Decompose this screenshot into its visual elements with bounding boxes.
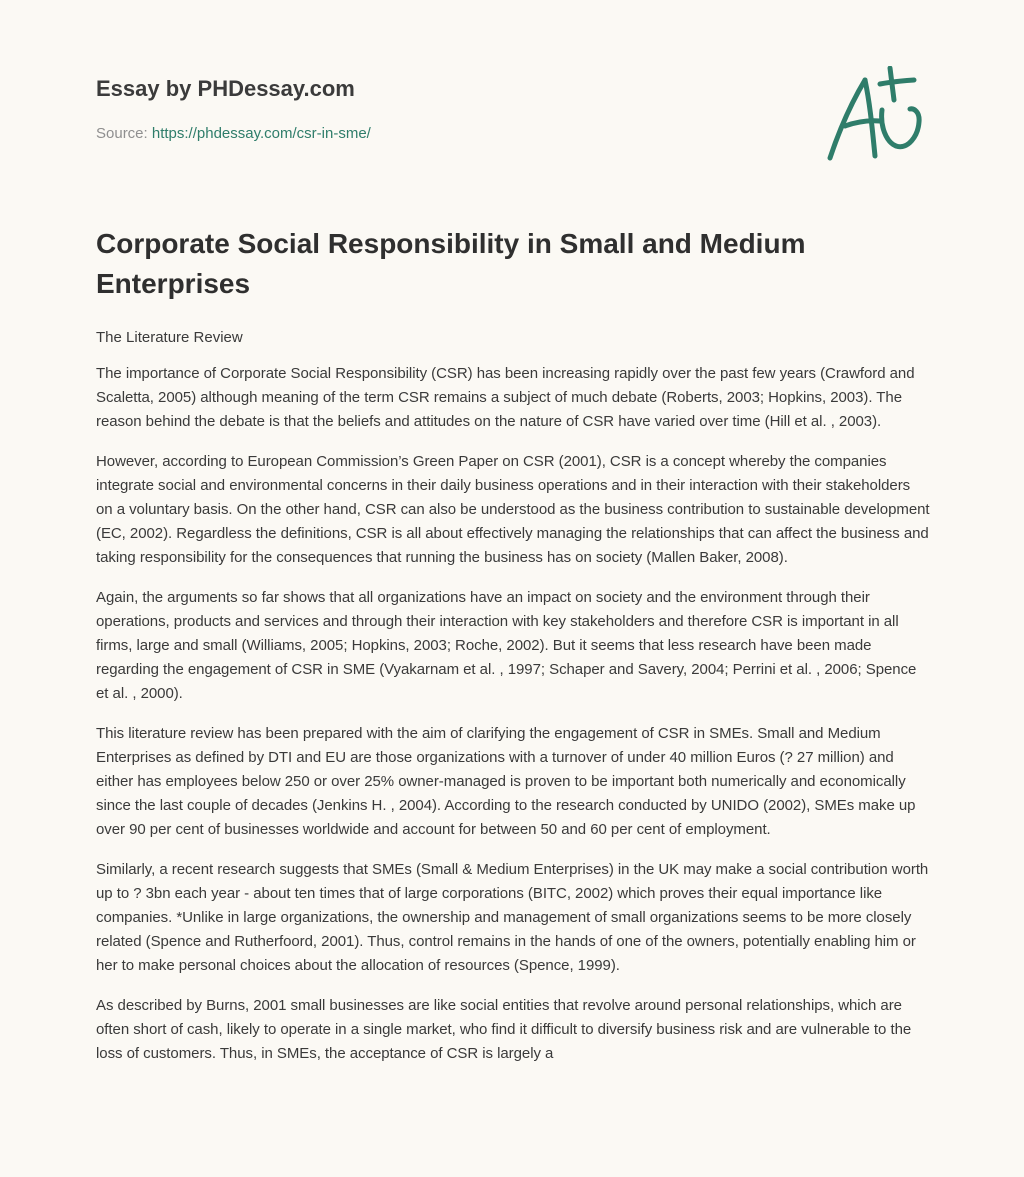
- source-line: [96, 124, 736, 144]
- source-link[interactable]: https://phdessay.com/csr-in-sme/: [151, 125, 371, 142]
- essay-paragraph: The importance of Corporate Social Responsibility (CSR) has been increasing rapidly over the past few years (Crawford and Scaletta, 2005) although meaning of the term CSR remains a subject of much debate (Roberts, 2003; Hopkins, 2003). The reason behind the debate is that the beliefs and attitudes on the nature of CSR have varied over time (Hill et al. , 2003).: [96, 365, 915, 430]
- source-label: Source:: [96, 125, 148, 142]
- essay-content: [96, 224, 930, 1066]
- site-title: Essay by PHDessay.com: [96, 76, 355, 101]
- essay-title: Corporate Social Responsibility in Small and Medium Enterprises: [96, 228, 806, 299]
- essay-paragraph: Similarly, a recent research suggests that SMEs (Small & Medium Enterprises) in the UK may make a social contribution worth up to ? 3bn each year - about ten times that of large corporations (BITC, 2002) which proves their equal importance like companies. *Unlike in large organizations, the ownership and management of small organizations seems to be more closely related (Spence and Rutherfoord, 2001). Thus, control remains in the hands of one of the owners, potentially enabling him or her to make personal choices about the allocation of resources (Spence, 1999).: [96, 861, 929, 974]
- page-header: [96, 74, 736, 144]
- a-plus-logo-icon: [820, 66, 930, 166]
- essay-paragraph: However, according to European Commission’s Green Paper on CSR (2001), CSR is a concept whereby the companies integrate social and environmental concerns in their daily business operations and in their interaction with their stakeholders on a voluntary basis. On the other hand, CSR can also be understood as the business contribution to sustainable development (EC, 2002). Regardless the definitions, CSR is all about effectively managing the relationships that can affect the business and taking responsibility for the consequences that running the business has on society (Mallen Baker, 2008).: [96, 453, 930, 566]
- essay-paragraph: This literature review has been prepared with the aim of clarifying the engagement of CSR in SMEs. Small and Medium Enterprises as defined by DTI and EU are those organizations with a turnover of under 40 million Euros (? 27 million) and either has employees below 250 or over 25% owner-managed is proven to be important both numerically and economically since the last couple of decades (Jenkins H. , 2004). According to the research conducted by UNIDO (2002), SMEs make up over 90 per cent of businesses worldwide and account for between 50 and 60 per cent of employment.: [96, 725, 916, 838]
- essay-paragraph: As described by Burns, 2001 small businesses are like social entities that revolve around personal relationships, which are often short of cash, likely to operate in a single market, who find it difficult to diversify business risk and are vulnerable to the loss of customers. Thus, in SMEs, the acceptance of CSR is largely a: [96, 997, 912, 1062]
- essay-paragraph: Again, the arguments so far shows that all organizations have an impact on society and the environment through their operations, products and services and through their interaction with key stakeholders and therefore CSR is important in all firms, large and small (Williams, 2005; Hopkins, 2003; Roche, 2002). But it seems that less research have been made regarding the engagement of CSR in SME (Vyakarnam et al. , 1997; Schaper and Savery, 2004; Perrini et al. , 2006; Spence et al. , 2000).: [96, 589, 917, 702]
- essay-subheading: The Literature Review: [96, 329, 243, 346]
